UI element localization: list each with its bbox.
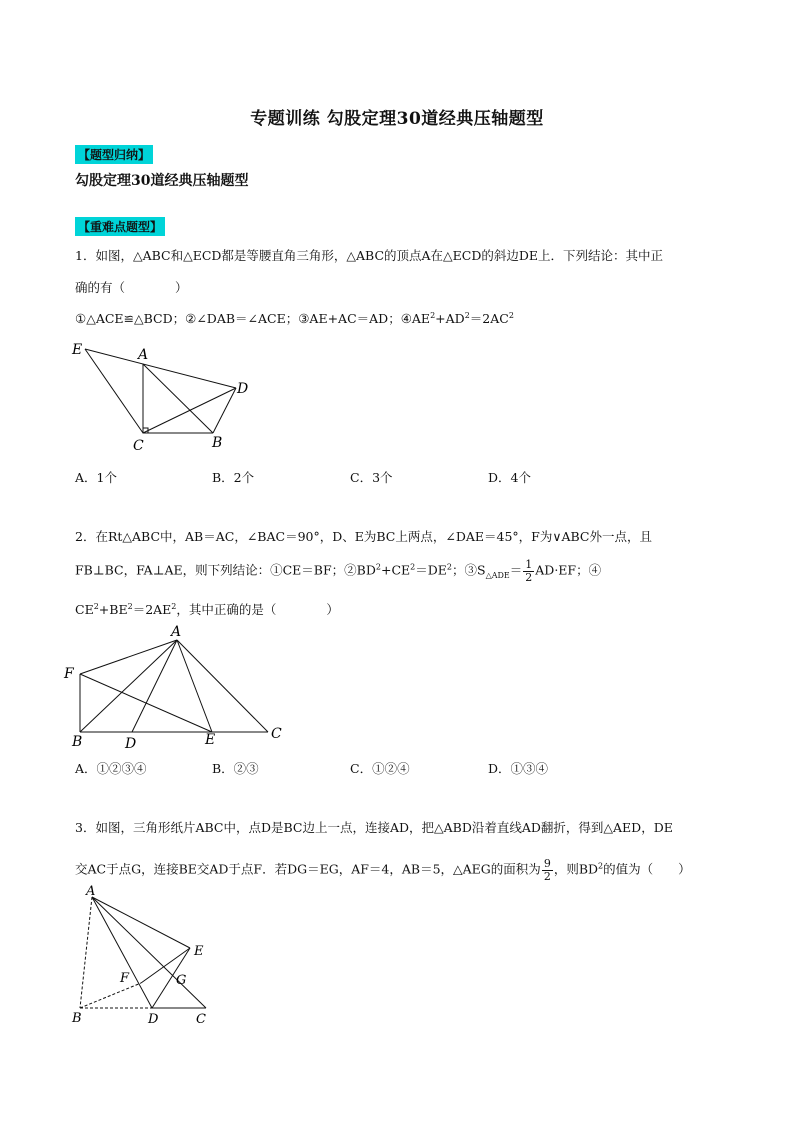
- q1-label-E: E: [72, 342, 83, 358]
- q3-label-B: B: [72, 1011, 82, 1026]
- q2-option-a[interactable]: A．①②③④: [75, 761, 147, 776]
- q1-label-D: D: [237, 381, 249, 397]
- q2-line1: 2．在Rt△ABC中，AB＝AC，∠BAC＝90°，D、E为BC上两点，∠DAE＝45°，F为∨ABC外一点，且: [75, 529, 652, 544]
- q2-segment-AB: [80, 640, 177, 732]
- q2-label-A: A: [171, 624, 182, 640]
- q2-label-D: D: [125, 736, 137, 752]
- q3-label-E: E: [194, 944, 204, 959]
- q3-segment-AC: [92, 897, 206, 1008]
- q1-line1: 1．如图，△ABC和△ECD都是等腰直角三角形，△ABC的顶点A在△ECD的斜边DE上．下列结论：其中正: [75, 248, 664, 263]
- q3-fraction: $\frac{9}{2}$: [543, 857, 551, 883]
- q3-label-G: G: [176, 973, 187, 988]
- q2-label-F: F: [64, 666, 74, 682]
- q3-figure: [68, 880, 228, 1030]
- q3-segment-AB-dashed: [80, 897, 92, 1008]
- q1-segment-AB: [143, 364, 213, 433]
- q1-option-c[interactable]: C．3个: [350, 470, 393, 485]
- type-summary-text: 勾股定理30道经典压轴题型: [75, 173, 249, 189]
- q1-conclusions: ①△ACE≌△BCD；②∠DAB＝∠ACE；③AE+AC＝AD；$④AE^2+AD^2=2AC^2$: [75, 311, 514, 327]
- q1-segment-BD: [213, 388, 236, 433]
- q1-label-B: B: [212, 435, 223, 451]
- q2-segment-AE: [177, 640, 212, 732]
- q2-option-c[interactable]: C．①②④: [350, 761, 410, 776]
- q3-label-D: D: [148, 1012, 159, 1027]
- q2-line2: FB⊥BC，FA⊥AE，则下列结论：①CE＝BF；$②BD^2+CE^2=DE^2$；$③S_{\triangle ADE}=$ $\frac{1}{2}$ AD·EF；④: [75, 558, 602, 584]
- q2-fraction: $\frac{1}{2}$: [525, 558, 533, 584]
- q2-option-b[interactable]: B．②③: [212, 761, 259, 776]
- q2-segment-AC: [177, 640, 268, 732]
- q1-option-d[interactable]: D．4个: [488, 470, 531, 485]
- q1-label-A: A: [138, 347, 149, 363]
- q3-segment-BF-dashed: [80, 983, 141, 1008]
- q3-label-A: A: [86, 884, 96, 899]
- q3-label-F: F: [120, 971, 130, 986]
- q3-line1: 3．如图，三角形纸片ABC中，点D是BC边上一点，连接AD，把△ABD沿着直线AD翻折，得到△AED，DE: [75, 820, 673, 835]
- page-title: 专题训练 勾股定理30道经典压轴题型: [250, 109, 544, 129]
- q2-label-B: B: [72, 734, 83, 750]
- q2-line3: $CE^2+BE^2=2AE^2$，其中正确的是（ ）: [75, 602, 339, 618]
- q2-segment-FE: [80, 674, 212, 732]
- q1-line2: 确的有（ ）: [75, 280, 188, 295]
- q3-segment-AD: [92, 897, 152, 1008]
- q3-line2: 交AC于点G，连接BE交AD于点F．若DG＝EG，AF＝4，AB＝5，△AEG的面积为 $\frac{9}{2}$ ，则$BD^2$的值为（ ）: [75, 857, 691, 883]
- q3-segment-AE: [92, 897, 190, 948]
- q2-label-C: C: [271, 726, 282, 742]
- q1-figure: [60, 335, 260, 455]
- q2-label-E: E: [205, 732, 216, 748]
- q3-label-C: C: [196, 1012, 206, 1027]
- type-summary-tag: 【题型归纳】: [75, 145, 153, 164]
- q2-option-d[interactable]: D．①③④: [488, 761, 549, 776]
- q1-option-a[interactable]: A．1个: [75, 470, 117, 485]
- q1-label-C: C: [133, 438, 144, 454]
- q1-option-b[interactable]: B．2个: [212, 470, 255, 485]
- q2-figure: [62, 622, 302, 752]
- key-types-tag: 【重难点题型】: [75, 217, 165, 236]
